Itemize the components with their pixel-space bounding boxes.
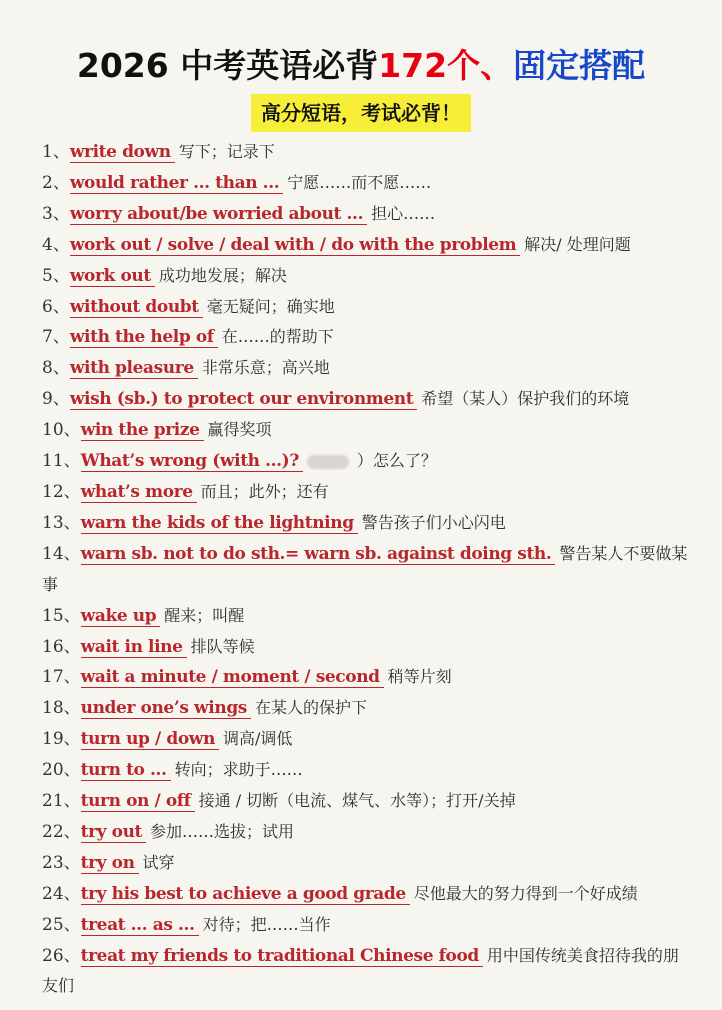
item-number: 15、 bbox=[42, 605, 81, 626]
list-item bbox=[42, 693, 690, 724]
item-meaning: 对待；把……当作 bbox=[202, 914, 331, 934]
list-item bbox=[42, 137, 690, 168]
title-separator: 、 bbox=[480, 46, 514, 85]
item-phrase: write down bbox=[70, 142, 175, 163]
item-phrase: treat ... as ... bbox=[81, 915, 199, 936]
list-item bbox=[42, 508, 690, 539]
list-item bbox=[42, 199, 690, 230]
item-number: 9、 bbox=[42, 389, 70, 410]
item-meaning: 在某人的保护下 bbox=[254, 698, 367, 718]
item-meaning: ）怎么了？ bbox=[356, 451, 437, 471]
item-number: 2、 bbox=[42, 172, 70, 193]
item-phrase: without doubt bbox=[70, 297, 203, 318]
blurred-text bbox=[307, 455, 349, 469]
item-phrase: with the help of bbox=[70, 327, 218, 348]
item-number: 16、 bbox=[42, 636, 81, 657]
list-item bbox=[42, 353, 690, 384]
item-meaning: 转向；求助于…… bbox=[174, 760, 303, 780]
item-phrase: treat my friends to traditional Chinese food bbox=[81, 946, 483, 967]
item-number: 20、 bbox=[42, 760, 81, 781]
item-phrase: wish (sb.) to protect our environment bbox=[70, 389, 417, 410]
item-number: 25、 bbox=[42, 914, 81, 935]
title-year: 2026 中考英语必背 bbox=[76, 46, 379, 85]
item-number: 19、 bbox=[42, 729, 81, 750]
item-phrase: work out / solve / deal with / do with the problem bbox=[70, 235, 520, 256]
item-phrase: wake up bbox=[81, 606, 161, 627]
item-number: 18、 bbox=[42, 698, 81, 719]
item-meaning: 尽他最大的努力得到一个好成绩 bbox=[413, 883, 638, 903]
item-meaning: 试穿 bbox=[142, 852, 175, 872]
item-number: 3、 bbox=[42, 203, 70, 224]
list-item bbox=[42, 230, 690, 261]
list-item bbox=[42, 477, 690, 508]
list-item bbox=[42, 910, 690, 941]
item-phrase: turn to ... bbox=[81, 760, 171, 781]
item-number: 4、 bbox=[42, 234, 70, 255]
phrase-list bbox=[42, 137, 690, 1002]
list-item bbox=[42, 632, 690, 663]
item-meaning: 赢得奖项 bbox=[207, 420, 272, 440]
item-meaning: 接通 / 切断（电流、煤气、水等）；打开/关掉 bbox=[198, 791, 516, 811]
list-item bbox=[42, 601, 690, 632]
page-title bbox=[0, 40, 722, 92]
list-item bbox=[42, 292, 690, 323]
item-phrase: wait a minute / moment / second bbox=[81, 667, 384, 688]
list-item bbox=[42, 941, 690, 1003]
item-phrase: work out bbox=[70, 266, 155, 287]
item-number: 17、 bbox=[42, 667, 81, 688]
item-number: 22、 bbox=[42, 821, 81, 842]
item-number: 23、 bbox=[42, 852, 81, 873]
item-meaning: 解决/ 处理问题 bbox=[524, 234, 631, 254]
item-phrase: with pleasure bbox=[70, 358, 198, 379]
list-item bbox=[42, 322, 690, 353]
list-item bbox=[42, 168, 690, 199]
item-phrase: what’s more bbox=[81, 482, 197, 503]
item-phrase: try his best to achieve a good grade bbox=[81, 884, 410, 905]
item-phrase: What’s wrong (with ...)? bbox=[81, 451, 303, 472]
item-phrase: worry about/be worried about ... bbox=[70, 204, 367, 225]
item-number: 13、 bbox=[42, 512, 81, 533]
item-meaning: 警告某人不要做某事 bbox=[42, 543, 688, 594]
item-number: 7、 bbox=[42, 327, 70, 348]
list-item bbox=[42, 755, 690, 786]
subtitle-banner bbox=[0, 94, 722, 132]
item-number: 14、 bbox=[42, 543, 81, 564]
item-meaning: 用中国传统美食招待我的朋友们 bbox=[42, 945, 679, 996]
item-number: 26、 bbox=[42, 945, 81, 966]
item-phrase: turn on / off bbox=[81, 791, 195, 812]
list-item bbox=[42, 415, 690, 446]
item-meaning: 成功地发展；解决 bbox=[158, 265, 287, 285]
item-meaning: 在……的帮助下 bbox=[221, 327, 334, 347]
list-item bbox=[42, 879, 690, 910]
item-phrase: under one’s wings bbox=[81, 698, 251, 719]
item-phrase: turn up / down bbox=[81, 729, 219, 750]
item-meaning: 参加……选拔；试用 bbox=[150, 821, 295, 841]
item-number: 1、 bbox=[42, 142, 70, 162]
item-meaning: 醒来；叫醒 bbox=[164, 605, 245, 625]
list-item bbox=[42, 446, 690, 477]
item-meaning: 而且；此外；还有 bbox=[200, 481, 329, 501]
item-meaning: 希望（某人）保护我们的环境 bbox=[421, 389, 630, 409]
item-phrase: try out bbox=[81, 822, 146, 843]
list-item bbox=[42, 848, 690, 879]
item-phrase: warn the kids of the lightning bbox=[81, 513, 358, 534]
item-meaning: 毫无疑问；确实地 bbox=[206, 296, 335, 316]
list-item bbox=[42, 384, 690, 415]
item-phrase: wait in line bbox=[81, 637, 187, 658]
item-number: 6、 bbox=[42, 296, 70, 317]
item-meaning: 担心…… bbox=[371, 203, 436, 223]
list-item bbox=[42, 662, 690, 693]
item-phrase: win the prize bbox=[81, 420, 204, 441]
item-phrase: try on bbox=[81, 853, 139, 874]
list-item bbox=[42, 817, 690, 848]
title-count: 172个 bbox=[378, 46, 481, 85]
list-item bbox=[42, 539, 690, 601]
list-item bbox=[42, 786, 690, 817]
item-meaning: 宁愿……而不愿…… bbox=[287, 172, 432, 192]
item-number: 10、 bbox=[42, 420, 81, 441]
item-number: 24、 bbox=[42, 883, 81, 904]
title-topic: 固定搭配 bbox=[513, 46, 646, 85]
item-number: 21、 bbox=[42, 791, 81, 812]
item-meaning: 排队等候 bbox=[190, 636, 255, 656]
item-meaning: 调高/调低 bbox=[223, 729, 293, 749]
item-number: 11、 bbox=[42, 451, 81, 472]
subtitle: 高分短语，考试必背！ bbox=[251, 94, 471, 132]
item-meaning: 稍等片刻 bbox=[387, 667, 452, 687]
item-meaning: 非常乐意；高兴地 bbox=[201, 358, 330, 378]
item-meaning: 写下；记录下 bbox=[178, 142, 275, 161]
list-item bbox=[42, 724, 690, 755]
item-number: 8、 bbox=[42, 358, 70, 379]
item-meaning: 警告孩子们小心闪电 bbox=[361, 512, 506, 532]
item-number: 5、 bbox=[42, 265, 70, 286]
list-item bbox=[42, 261, 690, 292]
item-phrase: warn sb. not to do sth.= warn sb. against doing sth. bbox=[81, 544, 556, 565]
item-number: 12、 bbox=[42, 481, 81, 502]
item-phrase: would rather ... than ... bbox=[70, 173, 283, 194]
